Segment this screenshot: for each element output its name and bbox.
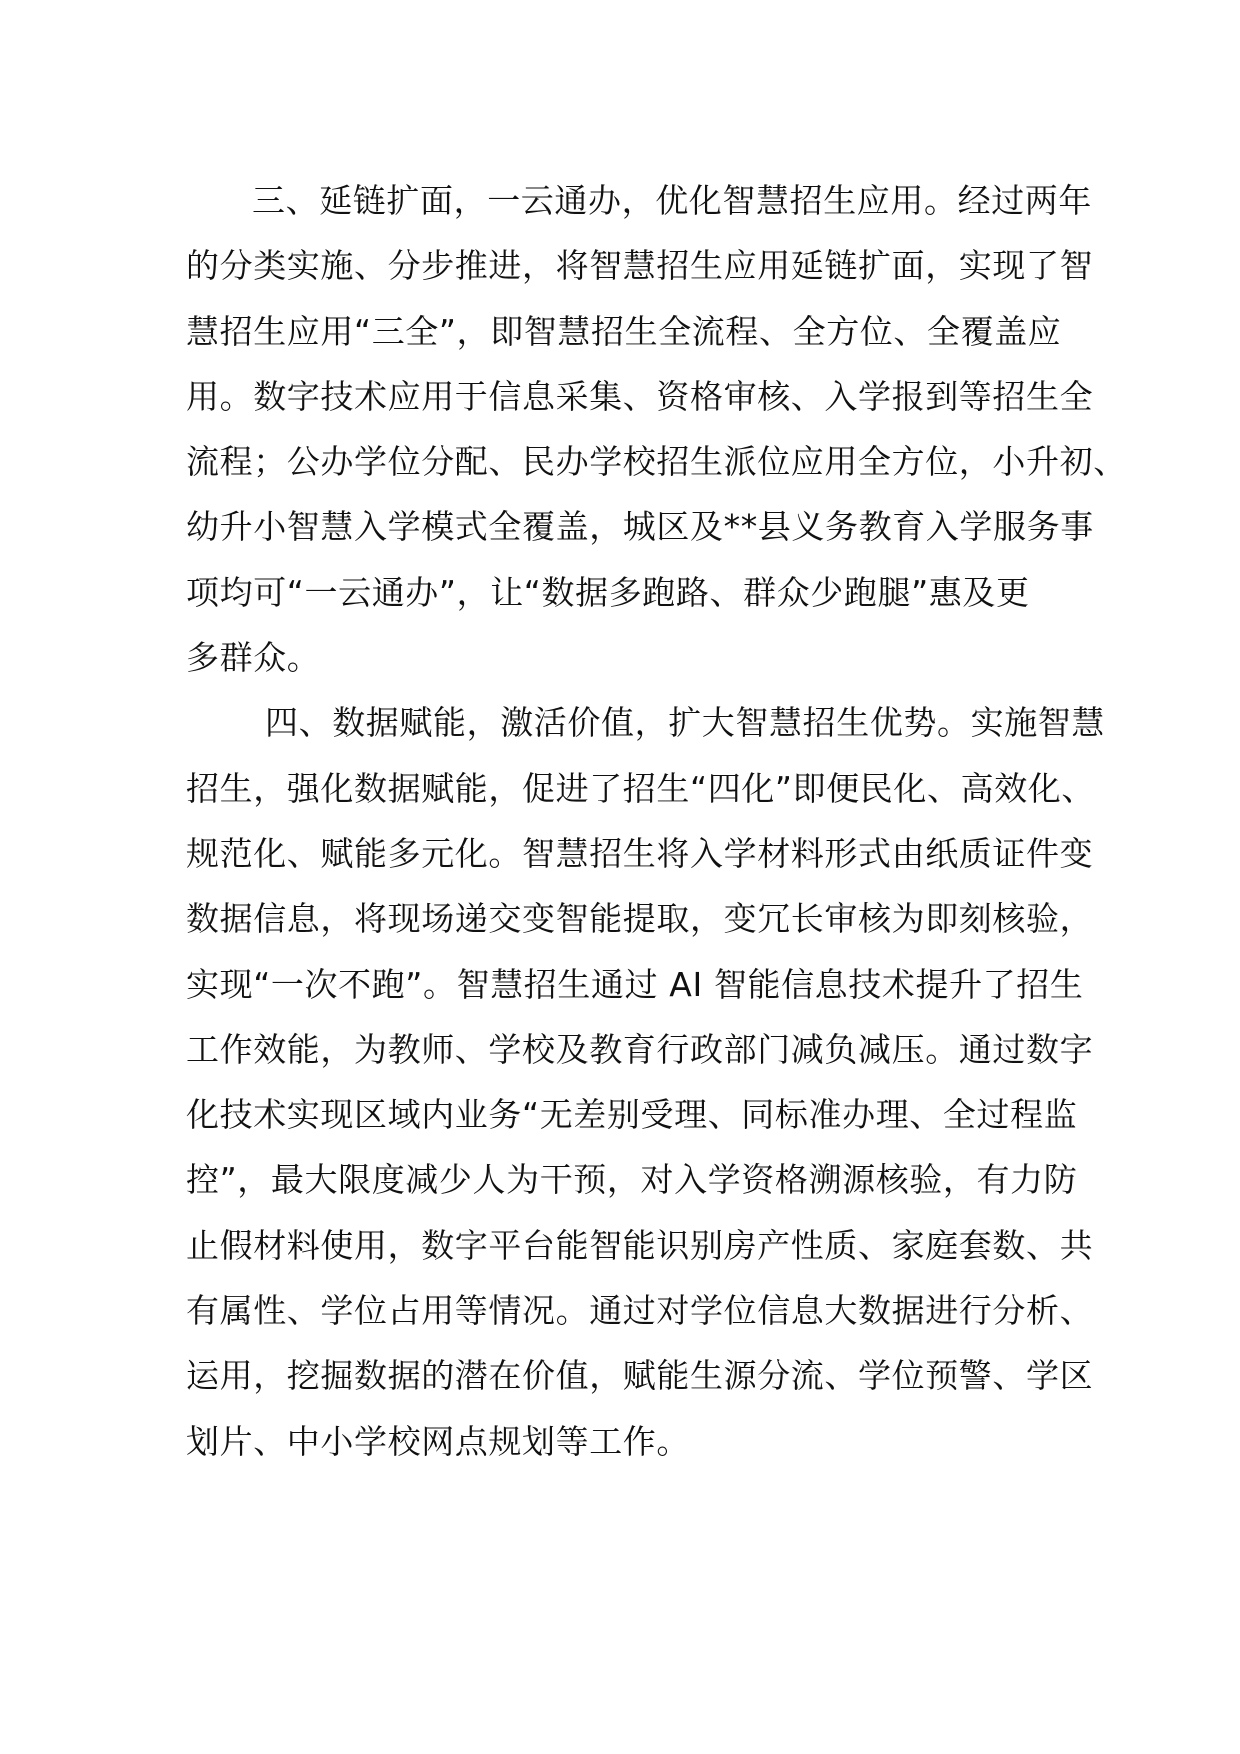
paragraph-line: 幼升小智慧入学模式全覆盖，城区及**县义务教育入学服务事 [186,507,1094,547]
paragraph-line: 化技术实现区域内业务“无差别受理、同标准办理、全过程监 [186,1095,1078,1135]
paragraph-line: 划片、中小学校网点规划等工作。 [186,1421,690,1461]
paragraph-line: 运用，挖掘数据的潜在价值，赋能生源分流、学位预警、学区 [186,1356,1094,1396]
paragraph-line: 工作效能，为教师、学校及教育行政部门减负减压。通过数字 [186,1029,1094,1069]
paragraph-line: 四、数据赋能，激活价值，扩大智慧招生优势。实施智慧 [265,703,1105,743]
paragraph-line: 招生，强化数据赋能，促进了招生“四化”即便民化、高效化、 [186,768,1095,808]
paragraph-line: 用。数字技术应用于信息采集、资格审核、入学报到等招生全 [186,376,1094,416]
paragraph-line: 三、延链扩面，一云通办，优化智慧招生应用。经过两年 [252,181,1092,220]
paragraph-line: 实现“一次不跑”。智慧招生通过 AI 智能信息技术提升了招生 [186,964,1084,1004]
paragraph-line: 项均可“一云通办”，让“数据多跑路、群众少跑腿”惠及更 [186,572,1030,612]
paragraph-line: 多群众。 [186,638,321,678]
paragraph-line: 止假材料使用，数字平台能智能识别房产性质、家庭套数、共 [186,1225,1094,1265]
paragraph-3-smart-enrollment-application [186,168,1127,690]
paragraph-line: 流程；公办学位分配、民办学校招生派位应用全方位，小升初、 [186,442,1127,482]
paragraph-line: 的分类实施、分步推进，将智慧招生应用延链扩面，实现了智 [186,246,1094,286]
paragraph-line: 有属性、学位占用等情况。通过对学位信息大数据进行分析、 [186,1291,1094,1331]
document-body [186,168,1127,1474]
paragraph-line: 数据信息，将现场递交变智能提取，变冗长审核为即刻核验， [186,899,1094,939]
paragraph-4-data-empowerment [186,690,1105,1474]
paragraph-line: 慧招生应用“三全”，即智慧招生全流程、全方位、全覆盖应 [186,311,1062,351]
paragraph-line: 规范化、赋能多元化。智慧招生将入学材料形式由纸质证件变 [186,833,1094,873]
paragraph-line: 控”，最大限度减少人为干预，对入学资格溯源核验，有力防 [186,1160,1078,1200]
